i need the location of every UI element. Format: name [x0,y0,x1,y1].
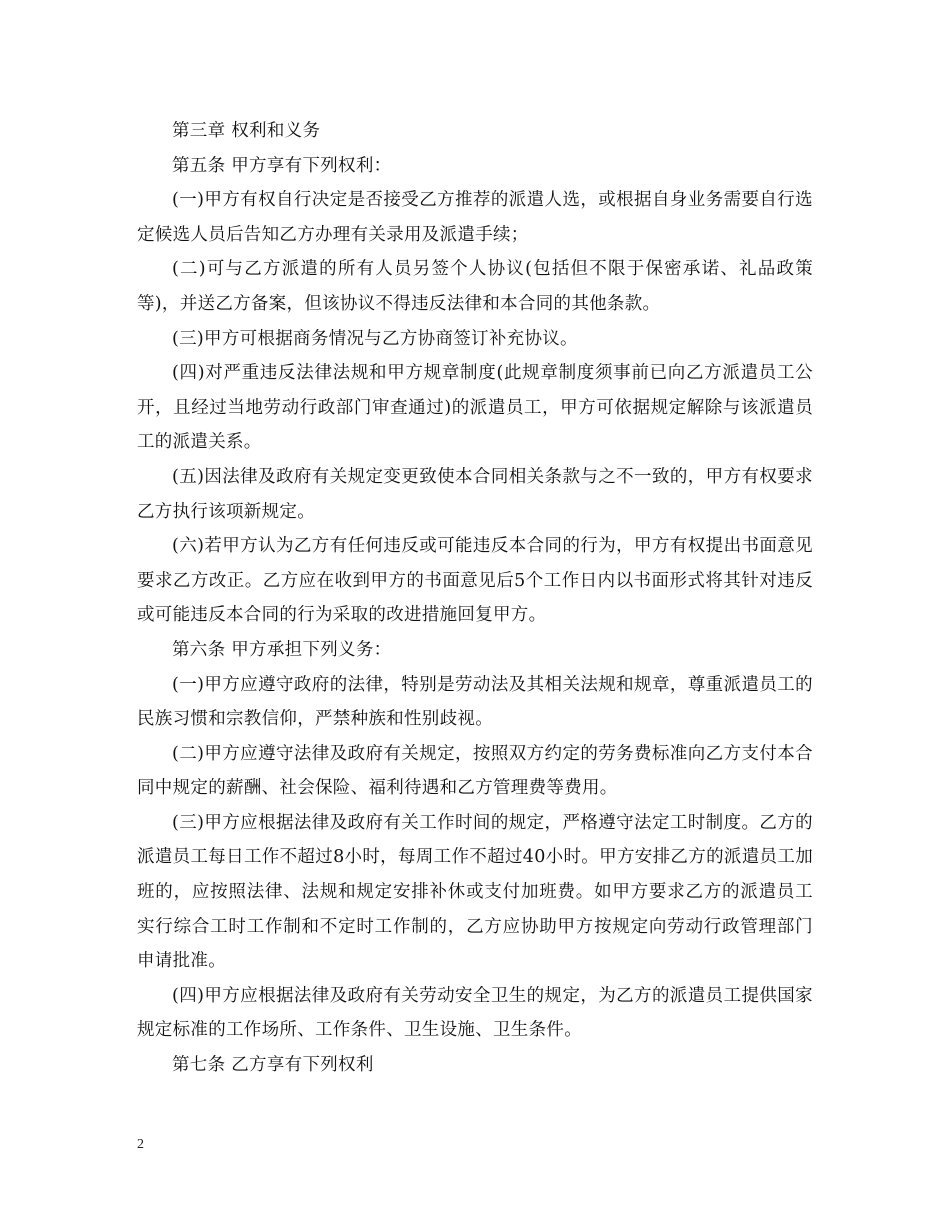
clause-paragraph: (一)甲方应遵守政府的法律，特别是劳动法及其相关法规和规章，尊重派遣员工的民族习惯和宗教信仰，严禁种族和性别歧视。 [137,674,813,730]
chapter-heading: 第三章 权利和义务 [172,121,321,141]
clause-paragraph: (三)甲方可根据商务情况与乙方协商签订补充协议。 [172,328,578,349]
clause-paragraph: (二)甲方应遵守法律及政府有关规定，按照双方约定的劳务费标准向乙方支付本合同中规定的薪酬、社会保险、福利待遇和乙方管理费等费用。 [137,743,813,799]
clause-paragraph: (五)因法律及政府有关规定变更致使本合同相关条款与之不一致的，甲方有权要求乙方执行该项新规定。 [137,466,813,522]
clause-paragraph: (六)若甲方认为乙方有任何违反或可能违反本合同的行为，甲方有权提出书面意见要求乙方改正。乙方应在收到甲方的书面意见后5个工作日内以书面形式将其针对违反或可能违反本合同的行为采取的改进措施回复甲方。 [137,536,813,626]
document-body [137,114,813,1083]
clause-paragraph: (三)甲方应根据法律及政府有关工作时间的规定，严格遵守法定工时制度。乙方的派遣员工每日工作不超过8小时，每周工作不超过40小时。甲方安排乙方的派遣员工加班的，应按照法律、法规和规定安排补休或支付加班费。如甲方要求乙方的派遣员工实行综合工时工作制和不定时工作制的，乙方应协助甲方按规定向劳动行政管理部门申请批准。 [137,812,813,972]
clause-paragraph: (二)可与乙方派遣的所有人员另签个人协议(包括但不限于保密承诺、礼品政策等)，并送乙方备案，但该协议不得违反法律和本合同的其他条款。 [137,259,813,314]
article-heading: 第五条 甲方享有下列权利： [172,155,392,176]
clause-paragraph: (一)甲方有权自行决定是否接受乙方推荐的派遣人选，或根据自身业务需要自行选定候选人员后告知乙方办理有关录用及派遣手续； [137,190,813,245]
article-heading: 第六条 甲方承担下列义务： [172,639,392,660]
clause-paragraph: (四)甲方应根据法律及政府有关劳动安全卫生的规定，为乙方的派遣员工提供国家规定标准的工作场所、工作条件、卫生设施、卫生条件。 [137,985,813,1041]
clause-paragraph: (四)对严重违反法律法规和甲方规章制度(此规章制度须事前已向乙方派遣员工公开，且经过当地劳动行政部门审查通过)的派遣员工，甲方可依据规定解除与该派遣员工的派遣关系。 [137,363,813,453]
article-heading: 第七条 乙方享有下列权利 [172,1055,374,1076]
page-number: 2 [137,1137,144,1152]
